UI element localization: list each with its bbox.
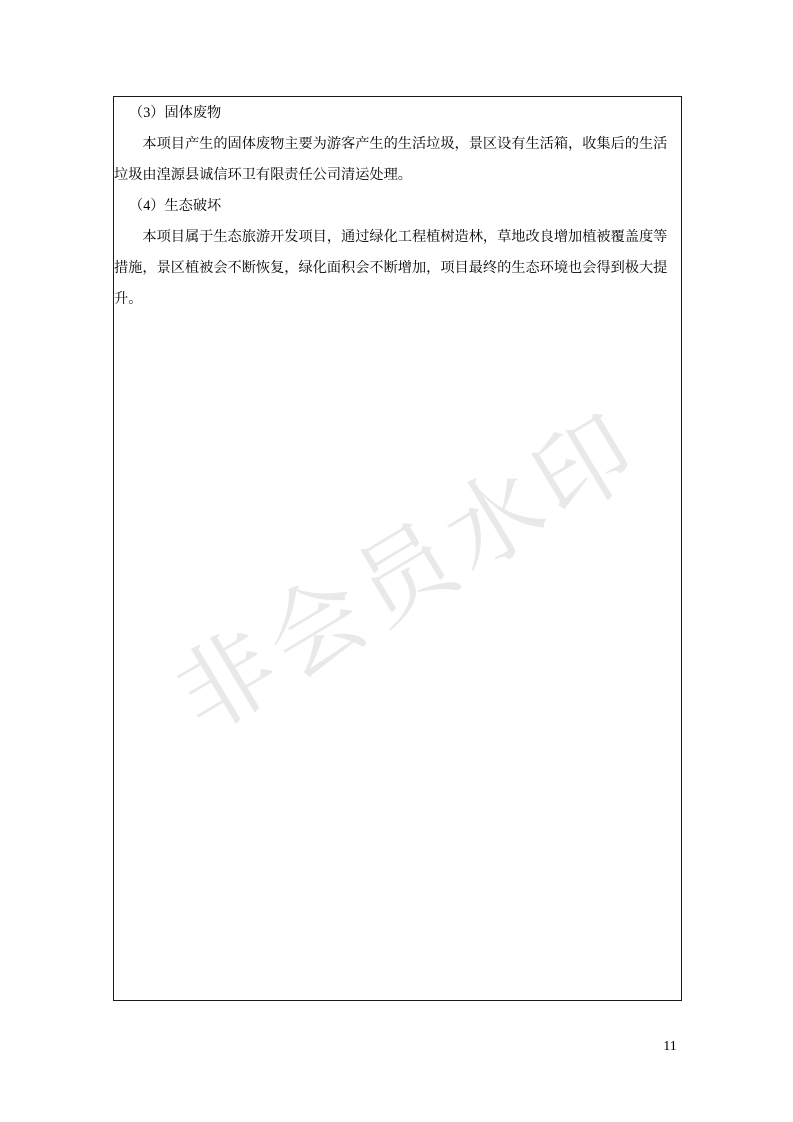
section-paragraph: 本项目属于生态旅游开发项目，通过绿化工程植树造林，草地改良增加植被覆盖度等措施，景区植被会不断恢复，绿化面积会不断增加，项目最终的生态环境也会得到极大提升。 [114, 229, 668, 307]
section-heading: （3）固体废物 [129, 105, 222, 121]
page-number: 11 [663, 1039, 677, 1054]
section-heading: （4）生态破坏 [129, 198, 222, 214]
content-cell [113, 96, 682, 1001]
section-paragraph: 本项目产生的固体废物主要为游客产生的生活垃圾，景区设有生活箱，收集后的生活垃圾由湟源县诚信环卫有限责任公司清运处理。 [114, 136, 668, 183]
watermark-text: 非会员水印 [158, 393, 660, 753]
